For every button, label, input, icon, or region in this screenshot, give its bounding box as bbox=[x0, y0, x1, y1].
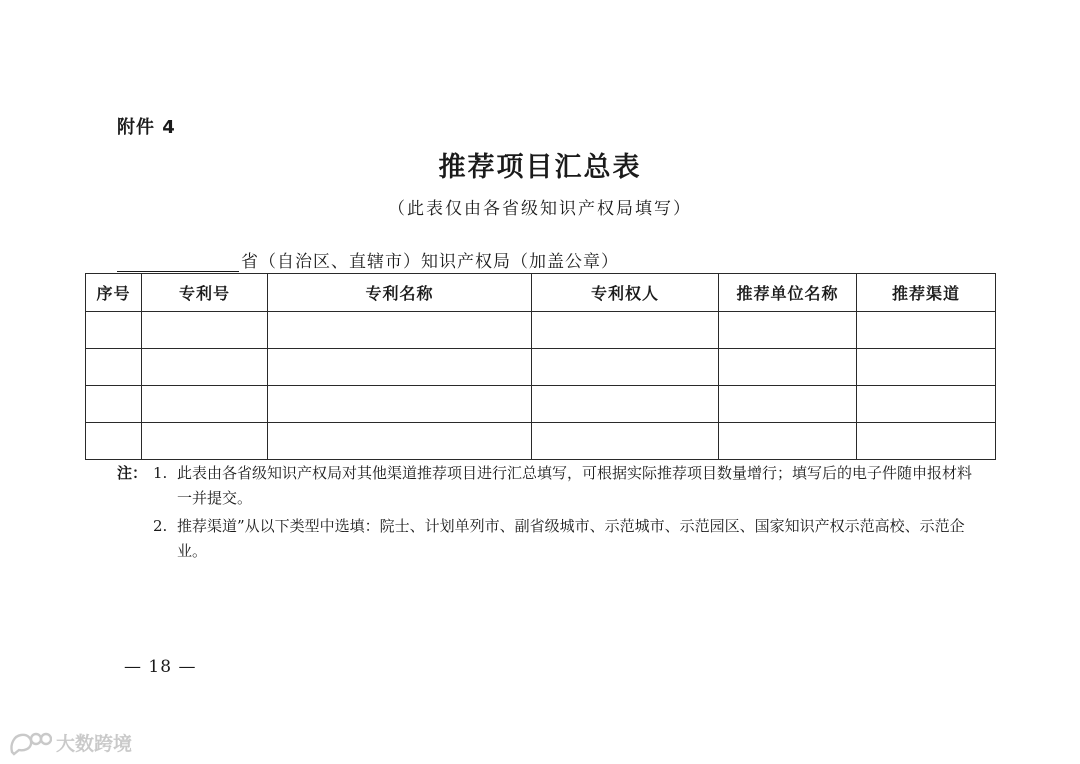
speech-bubble-logo-icon bbox=[8, 730, 52, 756]
table-cell bbox=[268, 312, 532, 349]
table-cell bbox=[142, 423, 268, 460]
table-row bbox=[86, 423, 996, 460]
page-number: — 18 — bbox=[124, 657, 197, 677]
header-serial: 序号 bbox=[86, 274, 142, 312]
province-blank bbox=[117, 251, 239, 272]
office-line-text: 省（自治区、直辖市）知识产权局（加盖公章） bbox=[241, 252, 619, 272]
table-cell bbox=[532, 423, 719, 460]
table-cell bbox=[719, 423, 857, 460]
attachment-label: 附件 4 bbox=[117, 117, 176, 138]
table-cell bbox=[142, 349, 268, 386]
table-body bbox=[86, 312, 996, 460]
watermark-text: 大数跨境 bbox=[56, 733, 133, 755]
notes-label-spacer bbox=[117, 514, 153, 564]
header-patent-number: 专利号 bbox=[142, 274, 268, 312]
table-cell bbox=[857, 312, 996, 349]
table-cell bbox=[857, 386, 996, 423]
table-row bbox=[86, 312, 996, 349]
watermark bbox=[8, 729, 132, 756]
table-cell bbox=[86, 386, 142, 423]
table-cell bbox=[719, 386, 857, 423]
summary-table bbox=[85, 273, 996, 460]
table-cell bbox=[857, 423, 996, 460]
header-recommending-unit: 推荐单位名称 bbox=[719, 274, 857, 312]
table-cell bbox=[532, 312, 719, 349]
notes-label: 注： bbox=[117, 464, 148, 482]
table-cell bbox=[86, 423, 142, 460]
note-item bbox=[117, 461, 977, 511]
table-cell bbox=[268, 349, 532, 386]
table-row bbox=[86, 386, 996, 423]
table-header-row bbox=[86, 274, 996, 312]
note-text: 推荐渠道”从以下类型中选填：院士、计划单列市、副省级城市、示范城市、示范园区、国家知识产权示范高校、示范企业。 bbox=[177, 517, 965, 560]
table-cell bbox=[268, 386, 532, 423]
table-cell bbox=[268, 423, 532, 460]
header-recommend-channel: 推荐渠道 bbox=[857, 274, 996, 312]
table-row bbox=[86, 349, 996, 386]
table-cell bbox=[532, 349, 719, 386]
page-title: 推荐项目汇总表 bbox=[438, 152, 642, 183]
note-item bbox=[117, 514, 977, 564]
header-patentee: 专利权人 bbox=[532, 274, 719, 312]
table-cell bbox=[86, 349, 142, 386]
table-cell bbox=[857, 349, 996, 386]
table-cell bbox=[532, 386, 719, 423]
header-patent-name: 专利名称 bbox=[268, 274, 532, 312]
note-number: 2. bbox=[153, 517, 168, 535]
page-subtitle: （此表仅由各省级知识产权局填写） bbox=[388, 199, 692, 219]
office-line bbox=[117, 247, 619, 272]
table-cell bbox=[142, 312, 268, 349]
notes bbox=[117, 461, 977, 564]
note-text: 此表由各省级知识产权局对其他渠道推荐项目进行汇总填写，可根据实际推荐项目数量增行；填写后的电子件随申报材料一并提交。 bbox=[177, 464, 973, 507]
note-number: 1. bbox=[153, 464, 168, 482]
table-cell bbox=[142, 386, 268, 423]
table-cell bbox=[86, 312, 142, 349]
table-cell bbox=[719, 312, 857, 349]
table-cell bbox=[719, 349, 857, 386]
